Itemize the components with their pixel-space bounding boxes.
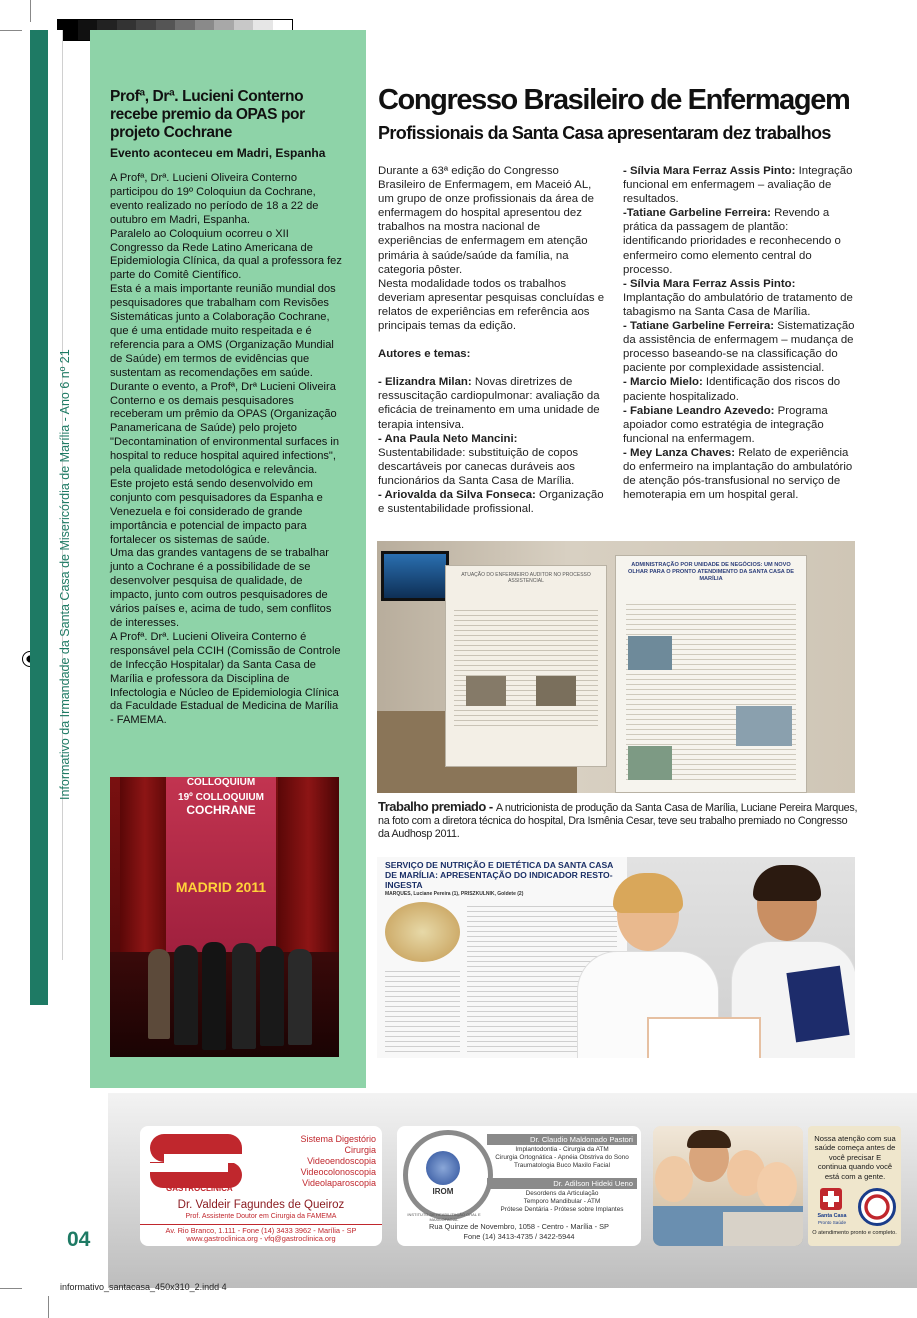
poster-right [615, 555, 807, 793]
author-name: - Tatiane Garbeline Ferreira: [623, 320, 775, 333]
irom-service: Cirurgia Ortognática - Apnéia Obstriva do Sono [495, 1154, 629, 1162]
santacasa-tagline: O atendimento pronto e completo. [812, 1230, 897, 1236]
author-name: -Tatiane Garbeline Ferreira: [623, 207, 771, 220]
santacasa-brand-sub: Pronto Saúde [817, 1220, 847, 1225]
intro-paragraph: Nesta modalidade todos os trabalhos deveriam apresentar pesquisas concluídas e relatos de experiências em referência aos principais temas da edição. [378, 277, 605, 333]
author-topic: Novas diretrizes de ressuscitação cardiopulmonar: avaliação da eficácia de treinamento em uma unidade de terapia intensiva. [378, 376, 600, 431]
gastro-address: Av. Rio Branco, 1.111 - Fone (14) 3433 3962 - Marília - SP [140, 1224, 382, 1235]
paragraph: A Profª, Drª. Lucieni Oliveira Conterno participou do 19º Coloquiun da Cochrane, evento realizado no período de 18 a 22 de outubro em Madri, Espanha. [110, 172, 319, 226]
gastro-web[interactable]: www.gastroclinica.org - vfq@gastroclinica.org [186, 1234, 336, 1243]
page-number: 04 [67, 1228, 91, 1251]
poster-left [445, 565, 607, 767]
gastro-service: Cirurgia [344, 1145, 376, 1155]
authors-heading: Autores e temas: [378, 348, 471, 361]
ad-gastroclinica[interactable] [140, 1126, 382, 1246]
left-article-subtitle: Evento aconteceu em Madri, Espanha [110, 146, 326, 160]
irom-service: Prótese Dentária - Prótese sobre Implantes [500, 1206, 624, 1214]
paragraph: Durante o evento, a Profª, Drª Lucieni Oliveira Conterno e os demais pesquisadores receberam um prêmio da OPAS (Organização Panamericana de Saúde) pelo projeto "Decontamination of environmental surfaces in hospital to reduce hospital aquired infections", pela qualidade metodológica e relevância. [110, 380, 340, 477]
award-photo [377, 857, 855, 1058]
author-name: - Elizandra Milan: [378, 376, 472, 389]
gastro-credential: Prof. Assistente Doutor em Cirurgia da FAMEMA [185, 1213, 337, 1220]
main-article-column-1 [378, 164, 606, 516]
irom-service: Traumatologia Buco Maxilo Facial [513, 1162, 611, 1170]
poster-nutrition-title: SERVIÇO DE NUTRIÇÃO E DIETÉTICA DA SANTA CASA DE MARÍLIA: APRESENTAÇÃO DO INDICADOR RESTO-INGESTA [385, 860, 614, 890]
author-name: - Ana Paula Neto Mancini: [378, 432, 518, 445]
santa-casa-seal-icon [858, 1188, 896, 1226]
people-silhouettes [140, 937, 330, 1057]
author-entry [623, 319, 855, 375]
author-topic: Integração funcional em enfermagem – avaliação de resultados. [623, 165, 853, 206]
crop-mark [0, 30, 22, 31]
left-article-title: Profª, Drª. Lucieni Conterno recebe premio da OPAS por projeto Cochrane [110, 88, 305, 141]
author-name: - Ariovalda da Silva Fonseca: [378, 488, 536, 501]
banner-line: MADRID 2011 [175, 879, 267, 895]
crop-mark [0, 1288, 22, 1289]
irom-brand: IROM [432, 1187, 454, 1196]
author-topic: Relato de experiência do enfermeiro na implantação do ambulatório de atenção pós-transfusional no serviço de hemoterapia em um hospital geral. [623, 446, 853, 502]
author-topic: Programa apoiador como estratégia de integração funcional na enfermagem. [623, 404, 828, 445]
author-topic: Implantação do ambulatório de tratamento de tabagismo na Santa Casa de Marília. [623, 291, 853, 318]
paragraph: Paralelo ao Coloquium ocorreu o XII Congresso da Rede Latino Americana de Epidemiologia Clínica, da qual a professora fez parte do Comitê Científico. [110, 227, 342, 282]
author-entry [623, 375, 855, 403]
banner-line: COCHRANE [186, 803, 256, 817]
irom-service: Implantodontia - Cirurgia da ATM [515, 1146, 609, 1153]
irom-seal-text: INSTITUTO DE REABILITAÇÃO ORAL E MAXILOFACIAL [407, 1212, 481, 1222]
tv-screen [381, 551, 449, 601]
author-entry [623, 446, 855, 502]
left-article-body [110, 172, 342, 728]
author-entry [623, 404, 855, 446]
santa-casa-logo-icon [816, 1188, 846, 1214]
ad-irom[interactable] [397, 1126, 641, 1246]
gastro-brand: GASTROCLÍNICA [166, 1184, 233, 1193]
gastro-service: Videocolonoscopia [300, 1167, 376, 1177]
family-photo [653, 1126, 803, 1246]
irom-address: Rua Quinze de Novembro, 1058 - Centro - Marília - SP [429, 1222, 609, 1231]
author-topic: Sistematização da assistência de enfermagem – mudança de processo baseando-se na classificação do paciente por complexidade assistencial. [623, 320, 855, 375]
ad-santa-casa[interactable] [808, 1126, 901, 1246]
irom-service: Temporo Mandibular - ATM [523, 1198, 601, 1206]
paragraph: A Profª. Drª. Lucieni Oliveira Conterno é responsável pela CCIH (Comissão de Controle de Infecção Hospitalar) da Santa Casa de Marília e professora da Disciplina de Infectologia e Núcleo de Epidemiologia Clínica da Faculdade Estadual de Medicina de Marília - FAMEMA. [110, 630, 341, 727]
paragraph: Este projeto está sendo desenvolvido em conjunto com pesquisadores da Espanha e Venezuela e foi considerado de grande importância e potencial de impacto para fortalecer os sistemas de saúde. [110, 477, 323, 546]
author-entry [378, 432, 606, 488]
intro-paragraph: Durante a 63ª edição do Congresso Brasileiro de Enfermagem, em Maceió AL, um grupo de onze profissionais da área de enfermagem do hospital apresentou dez trabalhos na mostra nacional de experiências de enfermagem em atenção primária à saúde/saúde da família, na categoria pôster. [378, 165, 594, 276]
poster-left-title: ATUAÇÃO DO ENFERMEIRO AUDITOR NO PROCESSO ASSISTENCIAL [461, 572, 591, 584]
author-entry [623, 164, 855, 206]
author-entry [378, 488, 606, 516]
santacasa-brand: Santa Casa [817, 1213, 847, 1219]
caption-lead: Trabalho premiado - [378, 799, 496, 814]
certificate [647, 1017, 761, 1058]
side-band [30, 30, 48, 1005]
author-name: - Sílvia Mara Ferraz Assis Pinto: [623, 165, 796, 177]
main-article-subtitle: Profissionais da Santa Casa apresentaram dez trabalhos [378, 123, 831, 143]
author-topic: Sustentabilidade: substituição de copos descartáveis por canecas duráveis aos funcionários da Santa Casa de Marília. [378, 446, 579, 487]
author-topic: Identificação dos riscos do paciente hospitalizado. [623, 376, 841, 403]
irom-doctor-1: Dr. Claudio Maldonado Pastori [487, 1134, 637, 1145]
irom-seal-icon [403, 1130, 493, 1220]
banner-line: COLLOQUIUM [186, 777, 256, 788]
paragraph: Uma das grandes vantagens de se trabalhar junto a Cochrane é a possibilidade de se desenvolver pesquisa de qualidade, de impacto, junto com outros pesquisadores de vários países e, acima de tudo, sem conflitos de interesses. [110, 547, 332, 629]
print-filename: informativo_santacasa_450x310_2.indd 4 [60, 1282, 227, 1292]
main-article-column-2 [623, 164, 855, 502]
author-name: - Fabiane Leandro Azevedo: [623, 404, 775, 417]
crop-mark [48, 1296, 49, 1318]
gastro-service: Sistema Digestório [300, 1134, 376, 1144]
gastroclinica-logo-icon [150, 1134, 242, 1190]
gastro-service: Videoendoscopia [307, 1156, 376, 1166]
author-name: - Mey Lanza Chaves: [623, 446, 736, 459]
author-entry [623, 206, 855, 276]
caption-text: A nutricionista de produção da Santa Casa de Marília, Luciane Pereira Marques, na foto com a diretora técnica do hospital, Dra Ismênia Cesar, teve seu trabalho premiado no Congresso da Audhosp 2011. [378, 802, 858, 840]
poster-nutrition-authors: MARQUES, Luciane Pereira (1), PRISZKULNIK, Goldete (2) [385, 891, 524, 897]
poster-right-title: ADMINISTRAÇÃO POR UNIDADE DE NEGÓCIOS: UM NOVO OLHAR PARA O PRONTO ATENDIMENTO DA SANTA CASA DE MARÍLIA [628, 562, 794, 582]
author-name: - Sílvia Mara Ferraz Assis Pinto: [623, 277, 796, 290]
side-banner-text: Informativo da Irmandade da Santa Casa de Misericórdia de Marília - Ano 6 nº 21 [58, 349, 72, 800]
author-topic: Organização e sustentabilidade profissional. [378, 488, 604, 516]
crop-mark [30, 0, 31, 22]
colloquium-photo [110, 777, 339, 1057]
irom-doctor-2: Dr. Adilson Hideki Ueno [487, 1178, 637, 1189]
gastro-service: Videolaparoscopia [302, 1178, 376, 1188]
author-topic: Revendo a prática da passagem de plantão: identificando prioridades e reconhecendo o enfermeiro como elemento central do processo. [623, 207, 841, 276]
posters-photo [377, 541, 855, 793]
main-article-title: Congresso Brasileiro de Enfermagem [378, 84, 850, 116]
author-entry [378, 375, 606, 431]
author-name: - Marcio Mielo: [623, 376, 703, 389]
author-entry [623, 277, 855, 319]
banner-line: 19º COLLOQUIUM [178, 792, 264, 803]
santacasa-message: Nossa atenção com sua saúde começa antes de você precisar E continua quando você está com a gente. [814, 1134, 896, 1181]
irom-phone: Fone (14) 3413-4735 / 3422-5944 [463, 1232, 575, 1241]
paragraph: Esta é a mais importante reunião mundial dos pesquisadores que trabalham com Revisões Sistemáticas junto a Colaboração Cochrane, que é uma entidade muito respeitada e é referencia para a OMS (Organização Mundial de Saúde) em termos de evidências que sustentam as recomendações em saúde. [110, 283, 336, 379]
gastro-doctor: Dr. Valdeir Fagundes de Queiroz [177, 1199, 345, 1211]
photo-caption [378, 800, 858, 841]
irom-service: Desordens da Articulação [525, 1190, 599, 1197]
